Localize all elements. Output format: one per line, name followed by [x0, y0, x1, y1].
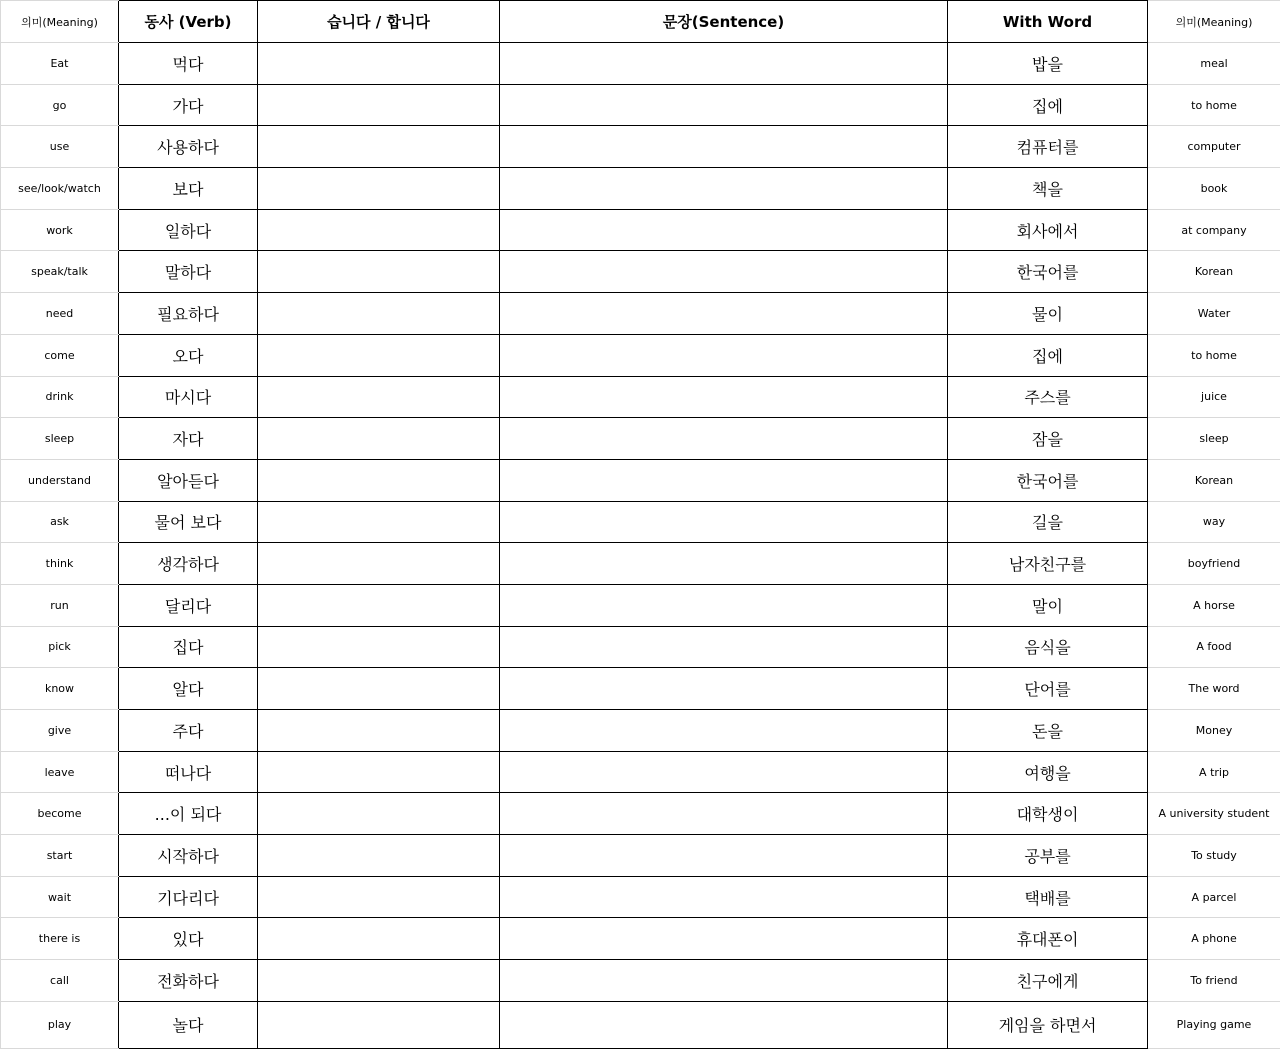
verb-cell[interactable]: 필요하다: [119, 293, 258, 335]
with-word-cell[interactable]: 회사에서: [948, 209, 1148, 251]
header-formal[interactable]: 습니다 / 합니다: [258, 1, 500, 43]
meaning-cell[interactable]: run: [1, 584, 119, 626]
table-row: [1, 251, 1280, 293]
word-meaning-cell[interactable]: To friend: [1148, 960, 1280, 1002]
meaning-cell[interactable]: leave: [1, 751, 119, 793]
with-word-cell[interactable]: 돈을: [948, 710, 1148, 752]
table-row: [1, 293, 1280, 335]
sentence-cell[interactable]: [500, 459, 948, 501]
meaning-cell[interactable]: start: [1, 835, 119, 877]
table-row: [1, 1001, 1280, 1048]
with-word-cell[interactable]: 대학생이: [948, 793, 1148, 835]
sentence-cell[interactable]: [500, 43, 948, 85]
formal-cell[interactable]: [258, 918, 500, 960]
sentence-cell[interactable]: [500, 84, 948, 126]
table-row: [1, 126, 1280, 168]
formal-cell[interactable]: [258, 84, 500, 126]
table-row: [1, 209, 1280, 251]
word-meaning-cell[interactable]: Playing game: [1148, 1001, 1280, 1048]
verb-cell[interactable]: 집다: [119, 626, 258, 668]
with-word-cell[interactable]: 한국어를: [948, 251, 1148, 293]
header-meaning[interactable]: 의미(Meaning): [1, 1, 119, 43]
with-word-cell[interactable]: 집에: [948, 334, 1148, 376]
table-row: [1, 418, 1280, 460]
word-meaning-cell[interactable]: at company: [1148, 209, 1280, 251]
formal-cell[interactable]: [258, 251, 500, 293]
sentence-cell[interactable]: [500, 876, 948, 918]
header-verb[interactable]: 동사 (Verb): [119, 1, 258, 43]
word-meaning-cell[interactable]: way: [1148, 501, 1280, 543]
with-word-cell[interactable]: 단어를: [948, 668, 1148, 710]
formal-cell[interactable]: [258, 710, 500, 752]
word-meaning-cell[interactable]: boyfriend: [1148, 543, 1280, 585]
verb-cell[interactable]: 일하다: [119, 209, 258, 251]
word-meaning-cell[interactable]: sleep: [1148, 418, 1280, 460]
word-meaning-cell[interactable]: The word: [1148, 668, 1280, 710]
sentence-cell[interactable]: [500, 751, 948, 793]
with-word-cell[interactable]: 잠을: [948, 418, 1148, 460]
meaning-cell[interactable]: see/look/watch: [1, 168, 119, 210]
formal-cell[interactable]: [258, 334, 500, 376]
verb-cell[interactable]: 말하다: [119, 251, 258, 293]
formal-cell[interactable]: [258, 543, 500, 585]
table-row: [1, 918, 1280, 960]
meaning-cell[interactable]: wait: [1, 876, 119, 918]
table-row: [1, 793, 1280, 835]
sentence-cell[interactable]: [500, 376, 948, 418]
table-row: [1, 626, 1280, 668]
verb-cell[interactable]: 있다: [119, 918, 258, 960]
meaning-cell[interactable]: play: [1, 1001, 119, 1048]
meaning-cell[interactable]: there is: [1, 918, 119, 960]
verb-cell[interactable]: 먹다: [119, 43, 258, 85]
sentence-cell[interactable]: [500, 543, 948, 585]
formal-cell[interactable]: [258, 793, 500, 835]
verb-cell[interactable]: 보다: [119, 168, 258, 210]
header-with-word[interactable]: With Word: [948, 1, 1148, 43]
table-row: [1, 584, 1280, 626]
sentence-cell[interactable]: [500, 501, 948, 543]
header-sentence[interactable]: 문장(Sentence): [500, 1, 948, 43]
with-word-cell[interactable]: 물이: [948, 293, 1148, 335]
meaning-cell[interactable]: use: [1, 126, 119, 168]
verb-cell[interactable]: 알다: [119, 668, 258, 710]
meaning-cell[interactable]: speak/talk: [1, 251, 119, 293]
word-meaning-cell[interactable]: to home: [1148, 84, 1280, 126]
verb-cell[interactable]: 오다: [119, 334, 258, 376]
formal-cell[interactable]: [258, 960, 500, 1002]
with-word-cell[interactable]: 공부를: [948, 835, 1148, 877]
verb-cell[interactable]: 시작하다: [119, 835, 258, 877]
sentence-cell[interactable]: [500, 334, 948, 376]
word-meaning-cell[interactable]: juice: [1148, 376, 1280, 418]
word-meaning-cell[interactable]: A phone: [1148, 918, 1280, 960]
with-word-cell[interactable]: 길을: [948, 501, 1148, 543]
meaning-cell[interactable]: think: [1, 543, 119, 585]
word-meaning-cell[interactable]: Korean: [1148, 251, 1280, 293]
sentence-cell[interactable]: [500, 710, 948, 752]
with-word-cell[interactable]: 밥을: [948, 43, 1148, 85]
word-meaning-cell[interactable]: A food: [1148, 626, 1280, 668]
sentence-cell[interactable]: [500, 1001, 948, 1048]
verb-cell[interactable]: 주다: [119, 710, 258, 752]
word-meaning-cell[interactable]: To study: [1148, 835, 1280, 877]
meaning-cell[interactable]: Eat: [1, 43, 119, 85]
formal-cell[interactable]: [258, 501, 500, 543]
meaning-cell[interactable]: drink: [1, 376, 119, 418]
sentence-cell[interactable]: [500, 668, 948, 710]
with-word-cell[interactable]: 게임을 하면서: [948, 1001, 1148, 1048]
word-meaning-cell[interactable]: A horse: [1148, 584, 1280, 626]
table-row: [1, 376, 1280, 418]
table-row: [1, 751, 1280, 793]
formal-cell[interactable]: [258, 876, 500, 918]
meaning-cell[interactable]: need: [1, 293, 119, 335]
table-row: [1, 876, 1280, 918]
word-meaning-cell[interactable]: book: [1148, 168, 1280, 210]
formal-cell[interactable]: [258, 209, 500, 251]
meaning-cell[interactable]: become: [1, 793, 119, 835]
sentence-cell[interactable]: [500, 960, 948, 1002]
formal-cell[interactable]: [258, 626, 500, 668]
meaning-cell[interactable]: ask: [1, 501, 119, 543]
word-meaning-cell[interactable]: computer: [1148, 126, 1280, 168]
sentence-cell[interactable]: [500, 418, 948, 460]
formal-cell[interactable]: [258, 1001, 500, 1048]
word-meaning-cell[interactable]: A parcel: [1148, 876, 1280, 918]
word-meaning-cell[interactable]: Money: [1148, 710, 1280, 752]
meaning-cell[interactable]: understand: [1, 459, 119, 501]
verb-cell[interactable]: 알아듣다: [119, 459, 258, 501]
table-row: [1, 668, 1280, 710]
with-word-cell[interactable]: 책을: [948, 168, 1148, 210]
with-word-cell[interactable]: 택배를: [948, 876, 1148, 918]
table-row: [1, 334, 1280, 376]
verb-cell[interactable]: 생각하다: [119, 543, 258, 585]
verb-cell[interactable]: 자다: [119, 418, 258, 460]
meaning-cell[interactable]: pick: [1, 626, 119, 668]
sentence-cell[interactable]: [500, 584, 948, 626]
sentence-cell[interactable]: [500, 251, 948, 293]
sentence-cell[interactable]: [500, 126, 948, 168]
verb-cell[interactable]: 기다리다: [119, 876, 258, 918]
table-row: [1, 501, 1280, 543]
sentence-cell[interactable]: [500, 835, 948, 877]
with-word-cell[interactable]: 음식을: [948, 626, 1148, 668]
verb-cell[interactable]: 놀다: [119, 1001, 258, 1048]
with-word-cell[interactable]: 한국어를: [948, 459, 1148, 501]
formal-cell[interactable]: [258, 751, 500, 793]
formal-cell[interactable]: [258, 293, 500, 335]
verb-cell[interactable]: 전화하다: [119, 960, 258, 1002]
table-row: [1, 835, 1280, 877]
verb-cell[interactable]: 마시다: [119, 376, 258, 418]
header-meaning-2[interactable]: 의미(Meaning): [1148, 1, 1280, 43]
sentence-cell[interactable]: [500, 918, 948, 960]
word-meaning-cell[interactable]: meal: [1148, 43, 1280, 85]
formal-cell[interactable]: [258, 459, 500, 501]
with-word-cell[interactable]: 말이: [948, 584, 1148, 626]
meaning-cell[interactable]: come: [1, 334, 119, 376]
table-row: [1, 543, 1280, 585]
with-word-cell[interactable]: 여행을: [948, 751, 1148, 793]
with-word-cell[interactable]: 친구에게: [948, 960, 1148, 1002]
table-row: [1, 84, 1280, 126]
meaning-cell[interactable]: work: [1, 209, 119, 251]
word-meaning-cell[interactable]: A trip: [1148, 751, 1280, 793]
verb-cell[interactable]: ...이 되다: [119, 793, 258, 835]
verb-cell[interactable]: 사용하다: [119, 126, 258, 168]
verb-cell[interactable]: 물어 보다: [119, 501, 258, 543]
meaning-cell[interactable]: call: [1, 960, 119, 1002]
meaning-cell[interactable]: know: [1, 668, 119, 710]
verb-cell[interactable]: 떠나다: [119, 751, 258, 793]
with-word-cell[interactable]: 주스를: [948, 376, 1148, 418]
formal-cell[interactable]: [258, 376, 500, 418]
sentence-cell[interactable]: [500, 626, 948, 668]
table-row: [1, 43, 1280, 85]
sentence-cell[interactable]: [500, 209, 948, 251]
header-row: [1, 1, 1280, 43]
table-row: [1, 459, 1280, 501]
with-word-cell[interactable]: 컴퓨터를: [948, 126, 1148, 168]
word-meaning-cell[interactable]: A university student: [1148, 793, 1280, 835]
formal-cell[interactable]: [258, 668, 500, 710]
formal-cell[interactable]: [258, 168, 500, 210]
table-row: [1, 960, 1280, 1002]
word-meaning-cell[interactable]: Korean: [1148, 459, 1280, 501]
meaning-cell[interactable]: give: [1, 710, 119, 752]
word-meaning-cell[interactable]: to home: [1148, 334, 1280, 376]
meaning-cell[interactable]: sleep: [1, 418, 119, 460]
with-word-cell[interactable]: 집에: [948, 84, 1148, 126]
sentence-cell[interactable]: [500, 293, 948, 335]
verb-cell[interactable]: 달리다: [119, 584, 258, 626]
sentence-cell[interactable]: [500, 168, 948, 210]
word-meaning-cell[interactable]: Water: [1148, 293, 1280, 335]
table-row: [1, 710, 1280, 752]
meaning-cell[interactable]: go: [1, 84, 119, 126]
with-word-cell[interactable]: 남자친구를: [948, 543, 1148, 585]
formal-cell[interactable]: [258, 418, 500, 460]
verb-cell[interactable]: 가다: [119, 84, 258, 126]
formal-cell[interactable]: [258, 43, 500, 85]
formal-cell[interactable]: [258, 835, 500, 877]
with-word-cell[interactable]: 휴대폰이: [948, 918, 1148, 960]
formal-cell[interactable]: [258, 584, 500, 626]
sentence-cell[interactable]: [500, 793, 948, 835]
formal-cell[interactable]: [258, 126, 500, 168]
table-row: [1, 168, 1280, 210]
